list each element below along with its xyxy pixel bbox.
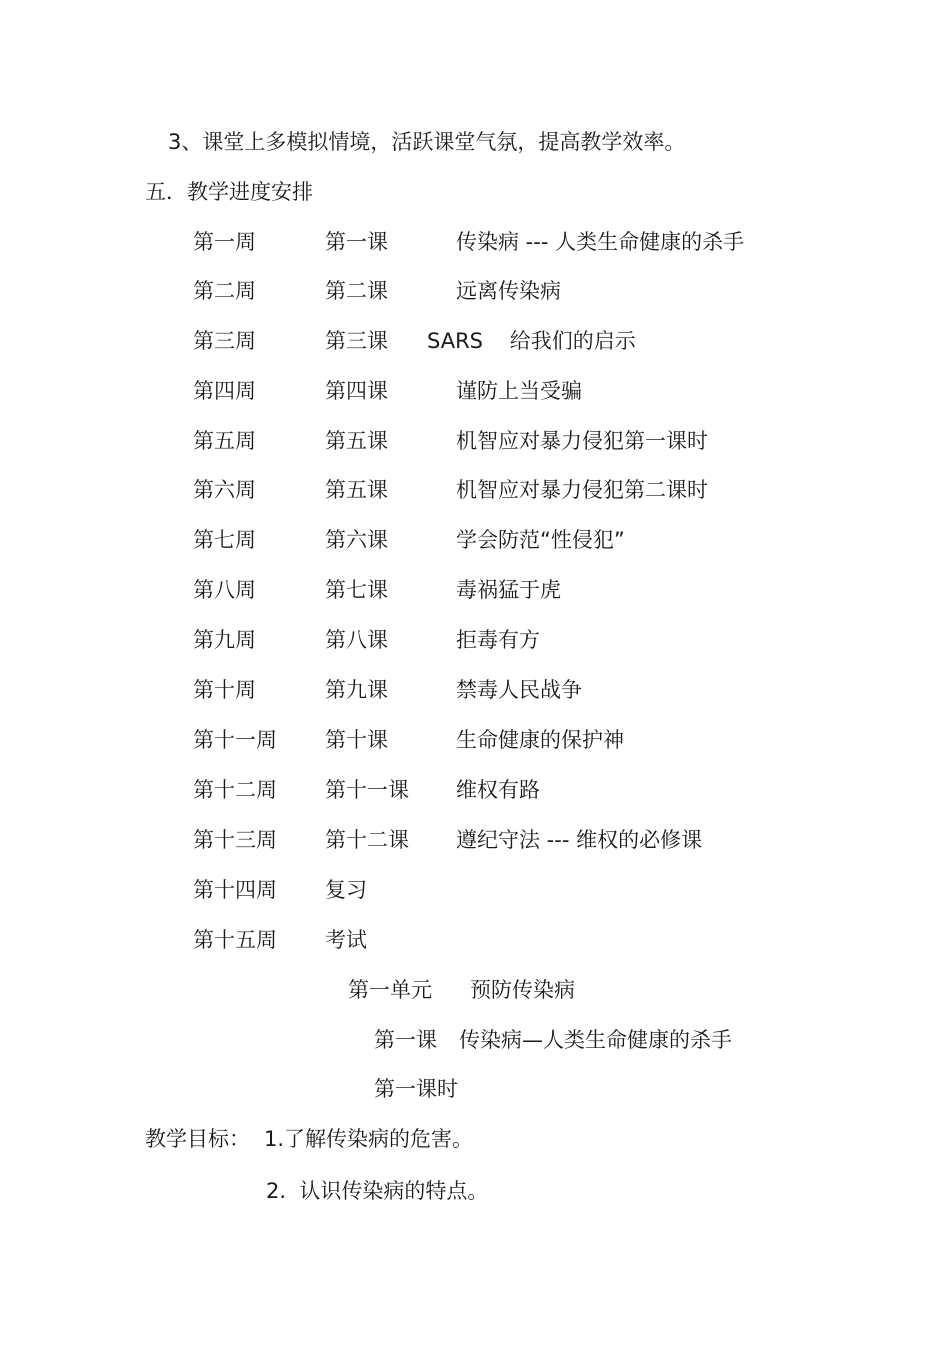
schedule-week: 第四周 bbox=[193, 379, 256, 403]
schedule-lesson: 第七课 bbox=[325, 578, 388, 602]
schedule-topic: 谨防上当受骗 bbox=[456, 379, 582, 403]
schedule-lesson: 第四课 bbox=[325, 379, 388, 403]
unit-title bbox=[348, 976, 575, 1004]
schedule-week: 第十三周 bbox=[193, 828, 277, 852]
objective-item: 2. 认识传染病的特点。 bbox=[266, 1179, 489, 1203]
schedule-week: 第三周 bbox=[193, 329, 256, 353]
schedule-lesson: 第一课 bbox=[325, 230, 388, 254]
schedule-row bbox=[0, 626, 950, 654]
schedule-row bbox=[0, 526, 950, 554]
schedule-topic: 传染病 --- 人类生命健康的杀手 bbox=[456, 230, 745, 254]
lesson-title bbox=[374, 1026, 732, 1054]
schedule-row bbox=[0, 726, 950, 754]
schedule-lesson: 第九课 bbox=[325, 678, 388, 702]
schedule-week: 第十一周 bbox=[193, 728, 277, 752]
schedule-topic: 遵纪守法 --- 维权的必修课 bbox=[456, 828, 703, 852]
section-heading: 五．教学进度安排 bbox=[145, 180, 313, 204]
schedule-topic: 毒祸猛于虎 bbox=[456, 578, 561, 602]
lesson-number: 第一课 bbox=[374, 1028, 437, 1052]
schedule-lesson: 第十课 bbox=[325, 728, 388, 752]
schedule-week: 第七周 bbox=[193, 528, 256, 552]
schedule-lesson: 第十一课 bbox=[325, 778, 409, 802]
schedule-row bbox=[0, 427, 950, 455]
unit-number: 第一单元 bbox=[348, 978, 432, 1002]
schedule-topic: 维权有路 bbox=[456, 778, 540, 802]
schedule-topic: SARS 给我们的启示 bbox=[427, 329, 636, 353]
schedule-week: 第二周 bbox=[193, 279, 256, 303]
schedule-week: 第十五周 bbox=[193, 928, 277, 952]
schedule-lesson: 第五课 bbox=[325, 429, 388, 453]
schedule-row bbox=[0, 377, 950, 405]
objective-item: 1.了解传染病的危害。 bbox=[264, 1127, 474, 1151]
schedule-row bbox=[0, 576, 950, 604]
schedule-lesson: 考试 bbox=[325, 928, 367, 952]
schedule-topic: 生命健康的保护神 bbox=[456, 728, 624, 752]
schedule-topic: 禁毒人民战争 bbox=[456, 678, 582, 702]
schedule-week: 第九周 bbox=[193, 628, 256, 652]
schedule-topic: 机智应对暴力侵犯第一课时 bbox=[456, 429, 708, 453]
schedule-week: 第八周 bbox=[193, 578, 256, 602]
schedule-lesson: 复习 bbox=[325, 878, 367, 902]
schedule-week: 第六周 bbox=[193, 478, 256, 502]
schedule-week: 第一周 bbox=[193, 230, 256, 254]
schedule-row bbox=[0, 476, 950, 504]
schedule-lesson: 第八课 bbox=[325, 628, 388, 652]
schedule-topic: 学会防范“性侵犯” bbox=[456, 528, 625, 552]
schedule-row bbox=[0, 327, 950, 355]
schedule-week: 第五周 bbox=[193, 429, 256, 453]
schedule-row bbox=[0, 826, 950, 854]
schedule-topic: 远离传染病 bbox=[456, 279, 561, 303]
intro-line: 3、课堂上多模拟情境，活跃课堂气氛，提高教学效率。 bbox=[168, 130, 686, 154]
schedule-row bbox=[0, 926, 950, 954]
objectives-label: 教学目标： bbox=[145, 1127, 250, 1151]
schedule-week: 第十周 bbox=[193, 678, 256, 702]
lesson-name: 传染病—人类生命健康的杀手 bbox=[459, 1028, 732, 1052]
schedule-lesson: 第六课 bbox=[325, 528, 388, 552]
schedule-row bbox=[0, 876, 950, 904]
schedule-week: 第十二周 bbox=[193, 778, 277, 802]
schedule-week: 第十四周 bbox=[193, 878, 277, 902]
schedule-row bbox=[0, 776, 950, 804]
schedule-lesson: 第二课 bbox=[325, 279, 388, 303]
schedule-row bbox=[0, 228, 950, 256]
schedule-topic: 机智应对暴力侵犯第二课时 bbox=[456, 478, 708, 502]
schedule-topic: 拒毒有方 bbox=[456, 628, 540, 652]
schedule-row bbox=[0, 676, 950, 704]
schedule-lesson: 第五课 bbox=[325, 478, 388, 502]
schedule-lesson: 第十二课 bbox=[325, 828, 409, 852]
period-title: 第一课时 bbox=[374, 1077, 458, 1101]
unit-name: 预防传染病 bbox=[470, 978, 575, 1002]
schedule-row bbox=[0, 277, 950, 305]
schedule-lesson: 第三课 bbox=[325, 329, 388, 353]
